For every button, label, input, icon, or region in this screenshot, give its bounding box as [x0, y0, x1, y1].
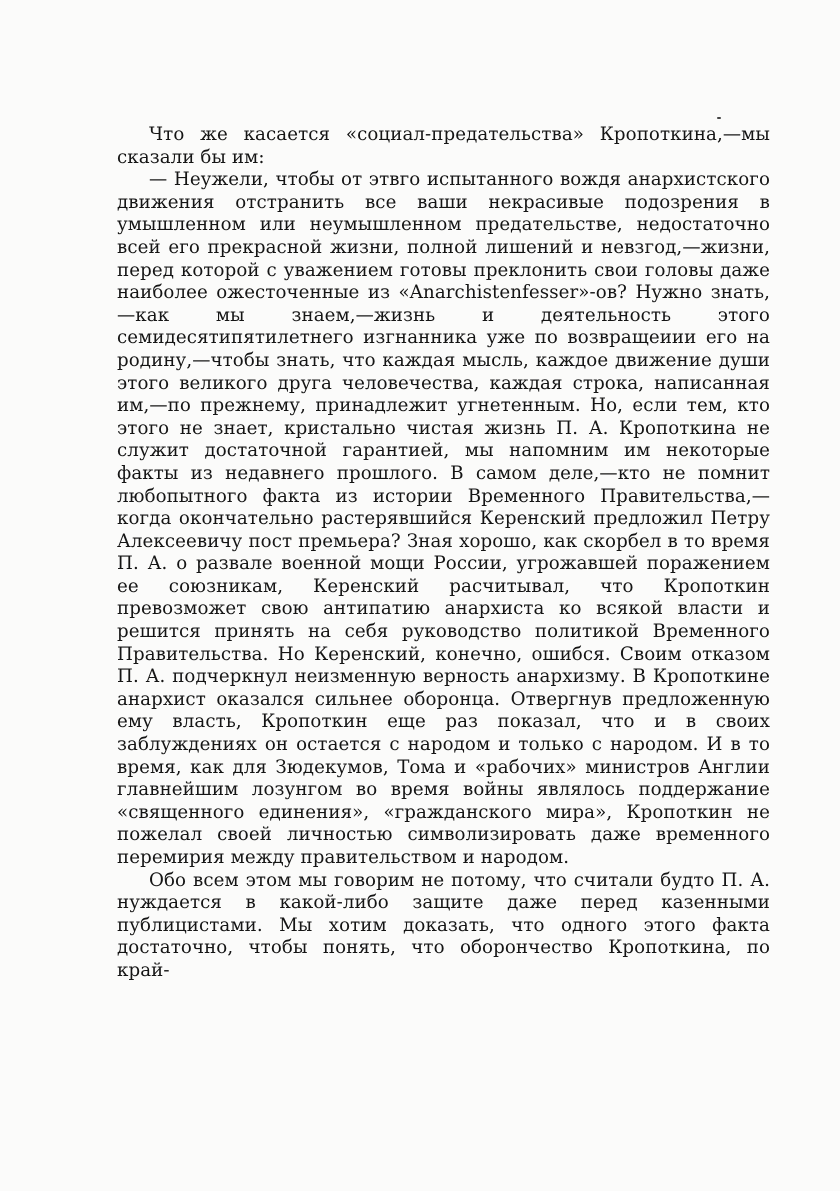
paragraph-main: — Неужели, чтобы от этвго испытанного вождя анархистского движения отстранить все ваши некрасивые подозрения в умышленном или неумышленном предательстве, недостаточно всей его прекрасной жизни, полной лишений и невзгод,—жизни, перед которой с уважением готовы преклонить свои головы даже наиболее ожесточенные из «Anarchistenfesser»-ов? Нужно знать,—как мы знаем,—жизнь и деятельность этого семидесятипятилетнего изгнанника уже по возвращеиии его на родину,—чтобы знать, что каждая мысль, каждое движение души этого великого друга человечества, каждая строка, написанная им,—по прежнему, принадлежит угнетенным. Но, если тем, кто этого не знает, кристально чистая жизнь П. А. Кропоткина не служит достаточной гарантией, мы напомним им некоторые факты из недавнего прошлого. В самом деле,—кто не помнит любопытного факта из истории Временного Правительства,—когда окончательно растерявшийся Керенский предложил Петру Алексеевичу пост премьера? Зная хорошо, как скорбел в то время П. А. о развале военной мощи России, угрожавшей поражением ее союзникам, Керенский расчитывал, что Кропоткин превозможет свою антипатию анархиста ко всякой власти и решится принять на себя руководство политикой Временного Правительства. Но Керенский, конечно, ошибся. Своим отказом П. А. подчеркнул неизменную верность анархизму. В Кропоткине анархист оказался сильнее оборонца. Отвергнув предложенную ему власть, Кропоткин еще раз показал, что и в своих заблуждениях он остается с народом и только с народом. И в то время, как для Зюдекумов, Тома и «рабочих» министров Англии главнейшим лозунгом во время войны являлось поддержание «священного единения», «гражданского мира», Кропоткин не пожелал своей личностью символизировать даже временного перемирия между правительством и народом. — [117, 169, 770, 868]
paragraph-conclusion: Обо всем этом мы говорим не потому, что считали будто П. А. нуждается в какой-либо защите даже перед казенными публицистами. Мы хотим доказать, что одного этого факта достаточно, чтобы понять, что оборончество Кропоткина, по край- — [117, 869, 770, 981]
paragraph-intro: Что же касается «социал-предательства» Кропоткина,—мы сказали бы им: — [117, 124, 770, 168]
document-body — [117, 124, 770, 983]
scan-speck — [717, 117, 721, 119]
